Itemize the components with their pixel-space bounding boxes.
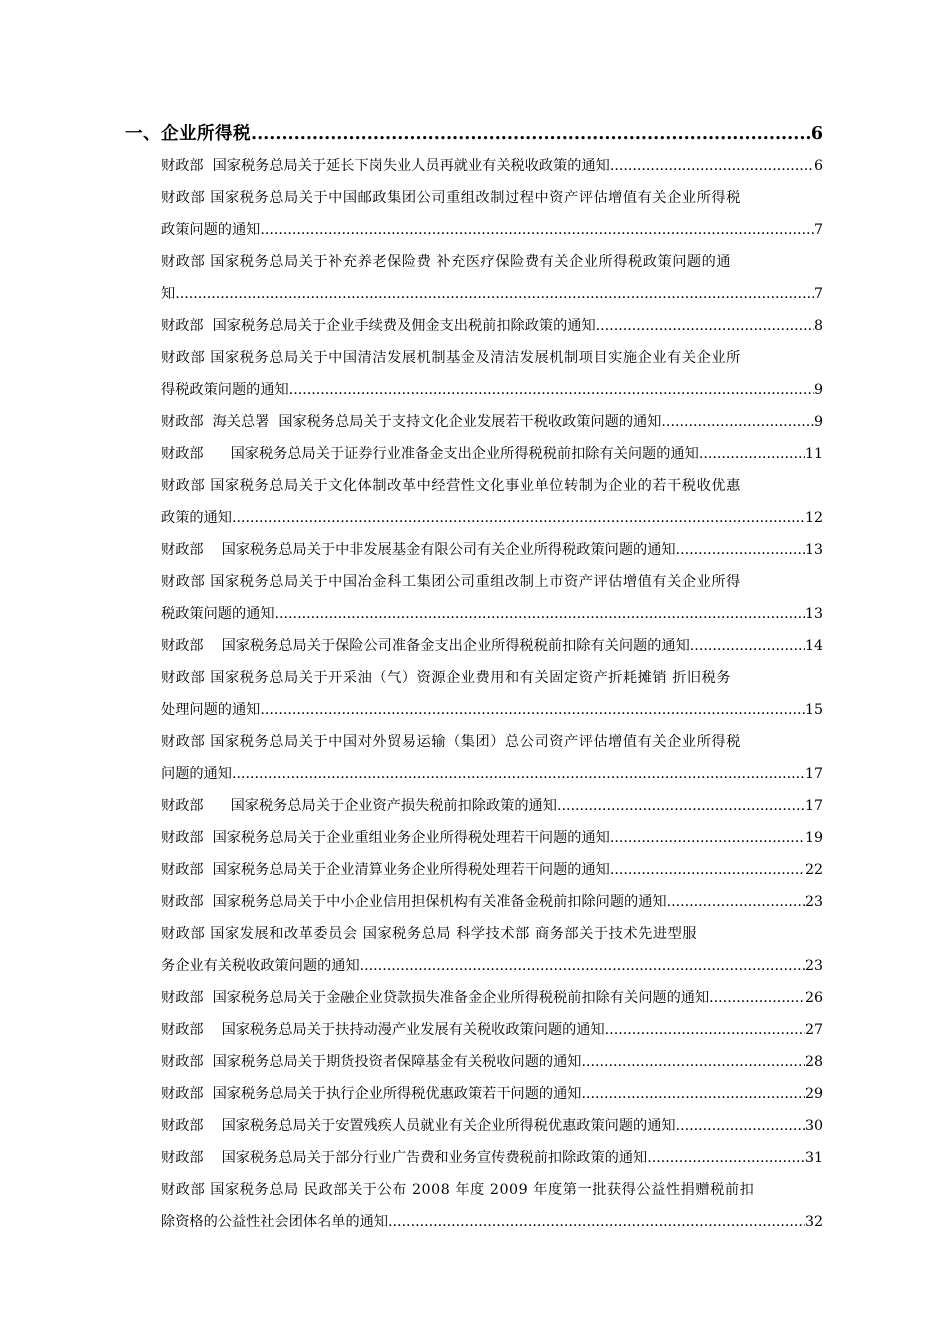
toc-entry-text: 财政部 国家税务总局关于扶持动漫产业发展有关税收政策问题的通知 [161, 1022, 605, 1038]
toc-entry[interactable] [125, 1078, 823, 1110]
toc-entry-text: 得税政策问题的通知 [161, 382, 289, 398]
dot-leader [581, 1046, 804, 1078]
toc-entry-text: 财政部 国家税务总局关于金融企业贷款损失准备金企业所得税税前扣除有关问题的通知 [161, 990, 710, 1006]
toc-entry-page: 32 [804, 1214, 823, 1230]
toc-entry-page: 8 [813, 318, 823, 334]
toc-entry-last-line [161, 1110, 823, 1142]
toc-entry-last-line [161, 790, 823, 822]
toc-entry[interactable] [125, 790, 823, 822]
dot-leader [388, 1206, 805, 1238]
toc-entry-text: 问题的通知 [161, 766, 232, 782]
toc-entry-text: 政策的通知 [161, 510, 232, 526]
toc-entry-page: 6 [813, 158, 823, 174]
toc-entries [125, 150, 823, 1238]
toc-entry[interactable] [125, 886, 823, 918]
toc-entry-text: 财政部 国家税务总局 民政部关于公布 2008 年度 2009 年度第一批获得公益性捐赠税前扣 [161, 1182, 755, 1198]
dot-leader [581, 1078, 804, 1110]
dot-leader [232, 758, 805, 790]
toc-entry-page: 11 [804, 446, 823, 462]
toc-entry-text: 财政部 国家税务总局关于证券行业准备金支出企业所得税税前扣除有关问题的通知 [161, 446, 699, 462]
toc-entry-page: 30 [804, 1118, 823, 1134]
toc-entry-page: 31 [804, 1150, 823, 1166]
toc-entry-last-line [161, 982, 823, 1014]
toc-entry-text: 财政部 国家税务总局关于中国冶金科工集团公司重组改制上市资产评估增值有关企业所得 [161, 574, 741, 590]
toc-entry-page: 15 [804, 702, 823, 718]
toc-entry-page: 14 [804, 638, 823, 654]
toc-entry-text: 财政部 国家税务总局关于中国对外贸易运输（集团）总公司资产评估增值有关企业所得税 [161, 734, 741, 750]
dot-leader [251, 118, 811, 150]
toc-entry-last-line [161, 854, 823, 886]
dot-leader [690, 630, 805, 662]
toc-entry-page: 9 [813, 382, 823, 398]
toc-entry-page: 9 [813, 414, 823, 430]
toc-entry-page: 17 [804, 798, 823, 814]
toc-entry-text: 财政部 国家税务总局关于补充养老保险费 补充医疗保险费有关企业所得税政策问题的通 [161, 254, 732, 270]
toc-entry-last-line [161, 694, 823, 726]
toc-entry[interactable] [125, 406, 823, 438]
dot-leader [699, 438, 805, 470]
toc-entry[interactable] [125, 1110, 823, 1142]
toc-entry[interactable] [125, 1174, 823, 1238]
toc-heading-page: 6 [810, 124, 823, 144]
toc-entry[interactable] [125, 470, 823, 534]
toc-entry-page: 13 [804, 542, 823, 558]
toc-entry-text: 财政部 国家税务总局关于期货投资者保障基金有关税收问题的通知 [161, 1054, 582, 1070]
dot-leader [596, 310, 814, 342]
toc-entry-last-line [161, 310, 823, 342]
toc-entry-last-line [161, 1142, 823, 1174]
dot-leader [709, 982, 805, 1014]
toc-entry-last-line [161, 822, 823, 854]
dot-leader [605, 1014, 805, 1046]
toc-entry-text: 财政部 国家税务总局关于保险公司准备金支出企业所得税税前扣除有关问题的通知 [161, 638, 690, 654]
dot-leader [610, 822, 805, 854]
toc-entry-page: 29 [804, 1086, 823, 1102]
toc-entry[interactable] [125, 150, 823, 182]
toc-entry[interactable] [125, 982, 823, 1014]
toc-entry[interactable] [125, 534, 823, 566]
toc-entry-last-line [161, 950, 823, 982]
toc-entry[interactable] [125, 662, 823, 726]
toc-entry[interactable] [125, 1014, 823, 1046]
toc-entry-last-line [161, 278, 823, 310]
toc-entry[interactable] [125, 438, 823, 470]
toc-entry-text: 财政部 国家发展和改革委员会 国家税务总局 科学技术部 商务部关于技术先进型服 [161, 926, 698, 942]
toc-entry-page: 22 [804, 862, 823, 878]
toc-entry-last-line [161, 438, 823, 470]
table-of-contents [125, 118, 823, 1238]
toc-entry-text: 财政部 国家税务总局关于延长下岗失业人员再就业有关税收政策的通知 [161, 158, 610, 174]
dot-leader [647, 1142, 805, 1174]
toc-entry-text: 财政部 国家税务总局关于中小企业信用担保机构有关准备金税前扣除问题的通知 [161, 894, 667, 910]
toc-entry-last-line [161, 534, 823, 566]
toc-entry-last-line [161, 1078, 823, 1110]
toc-entry[interactable] [125, 182, 823, 246]
toc-entry-text: 财政部 国家税务总局关于企业资产损失税前扣除政策的通知 [161, 798, 557, 814]
toc-entry-page: 19 [804, 830, 823, 846]
dot-leader [557, 790, 805, 822]
toc-entry-page: 23 [804, 958, 823, 974]
toc-entry-page: 28 [804, 1054, 823, 1070]
dot-leader [676, 1110, 805, 1142]
toc-entry[interactable] [125, 1046, 823, 1078]
toc-entry-text: 财政部 国家税务总局关于企业重组业务企业所得税处理若干问题的通知 [161, 830, 610, 846]
toc-entry-last-line [161, 214, 823, 246]
toc-entry-page: 23 [804, 894, 823, 910]
toc-entry-last-line [161, 502, 823, 534]
dot-leader [260, 214, 814, 246]
dot-leader [275, 598, 805, 630]
dot-leader [667, 886, 805, 918]
toc-entry-text: 财政部 国家税务总局关于开采油（气）资源企业费用和有关固定资产折耗摊销 折旧税务 [161, 670, 732, 686]
toc-entry[interactable] [125, 726, 823, 790]
dot-leader [360, 950, 805, 982]
toc-entry-page: 7 [813, 222, 823, 238]
toc-entry-last-line [161, 1014, 823, 1046]
toc-entry[interactable] [125, 822, 823, 854]
toc-entry[interactable] [125, 310, 823, 342]
toc-entry-text: 处理问题的通知 [161, 702, 261, 718]
toc-entry-text: 财政部 国家税务总局关于中国邮政集团公司重组改制过程中资产评估增值有关企业所得税 [161, 190, 741, 206]
toc-entry-last-line [161, 758, 823, 790]
toc-entry-page: 26 [804, 990, 823, 1006]
toc-entry-last-line [161, 406, 823, 438]
toc-entry-last-line [161, 1046, 823, 1078]
toc-entry[interactable] [125, 246, 823, 310]
dot-leader [175, 278, 814, 310]
toc-entry-text: 财政部 国家税务总局关于企业清算业务企业所得税处理若干问题的通知 [161, 862, 610, 878]
toc-entry-text: 财政部 国家税务总局关于中国清洁发展机制基金及清洁发展机制项目实施企业有关企业所 [161, 350, 741, 366]
toc-entry-text: 财政部 国家税务总局关于企业手续费及佣金支出税前扣除政策的通知 [161, 318, 596, 334]
toc-entry[interactable] [125, 566, 823, 630]
toc-entry-text: 政策问题的通知 [161, 222, 261, 238]
toc-entry[interactable] [125, 854, 823, 886]
toc-entry-text: 财政部 国家税务总局关于中非发展基金有限公司有关企业所得税政策问题的通知 [161, 542, 676, 558]
toc-entry-text: 务企业有关税收政策问题的通知 [161, 958, 360, 974]
toc-entry-last-line [161, 886, 823, 918]
toc-heading[interactable] [125, 118, 823, 150]
toc-entry-last-line [161, 150, 823, 182]
toc-heading-title: 一、企业所得税 [125, 124, 251, 144]
toc-entry-text: 财政部 国家税务总局关于文化体制改革中经营性文化事业单位转制为企业的若干税收优惠 [161, 478, 741, 494]
toc-entry[interactable] [125, 1142, 823, 1174]
dot-leader [610, 854, 805, 886]
toc-entry-text: 除资格的公益性社会团体名单的通知 [161, 1214, 389, 1230]
dot-leader [289, 374, 814, 406]
toc-entry-page: 12 [804, 510, 823, 526]
toc-entry[interactable] [125, 630, 823, 662]
toc-entry-last-line [161, 374, 823, 406]
toc-entry-text: 知 [161, 286, 176, 302]
dot-leader [676, 534, 805, 566]
toc-entry-page: 13 [804, 606, 823, 622]
toc-entry-last-line [161, 1206, 823, 1238]
dot-leader [610, 150, 814, 182]
dot-leader [260, 694, 805, 726]
dot-leader [661, 406, 814, 438]
toc-entry-last-line [161, 598, 823, 630]
toc-entry-text: 财政部 国家税务总局关于执行企业所得税优惠政策若干问题的通知 [161, 1086, 582, 1102]
toc-entry[interactable] [125, 918, 823, 982]
toc-entry-page: 7 [813, 286, 823, 302]
toc-entry-text: 财政部 国家税务总局关于安置残疾人员就业有关企业所得税优惠政策问题的通知 [161, 1118, 676, 1134]
toc-entry-text: 财政部 海关总署 国家税务总局关于支持文化企业发展若干税收政策问题的通知 [161, 414, 662, 430]
dot-leader [232, 502, 805, 534]
toc-entry[interactable] [125, 342, 823, 406]
toc-entry-text: 财政部 国家税务总局关于部分行业广告费和业务宣传费税前扣除政策的通知 [161, 1150, 648, 1166]
toc-entry-text: 税政策问题的通知 [161, 606, 275, 622]
toc-entry-page: 27 [804, 1022, 823, 1038]
toc-entry-page: 17 [804, 766, 823, 782]
toc-entry-last-line [161, 630, 823, 662]
